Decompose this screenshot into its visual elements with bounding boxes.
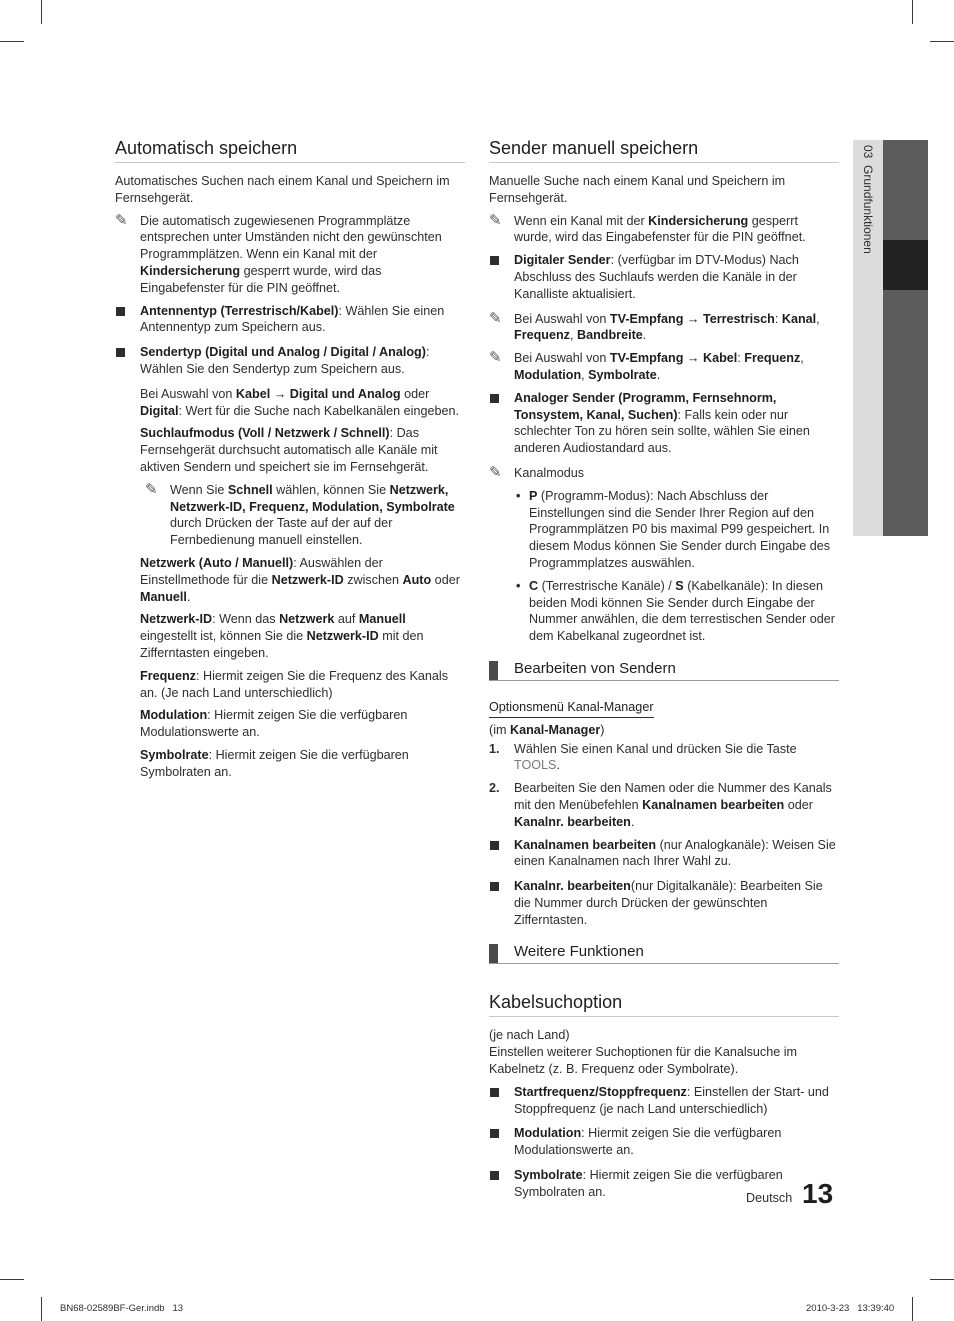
crop-mark <box>41 0 42 24</box>
crop-mark <box>41 1297 42 1321</box>
list-item: Modulation: Hiermit zeigen Sie die verfügbaren Modulationswerte an. <box>489 1125 839 1159</box>
list-item: Digitaler Sender: (verfügbar im DTV-Modus) Nach Abschluss des Suchlaufs werden die Kanäle in der Kanalliste aktualisiert. <box>489 252 839 302</box>
dot-bullet-icon: • <box>516 578 521 593</box>
list-item: Kanalnamen bearbeiten (nur Analogkanäle): Weisen Sie einen Kanalnamen nach Ihrer Wahl zu. <box>489 837 839 871</box>
chapter-tab-marker <box>883 240 928 290</box>
paragraph: (im Kanal-Manager) <box>489 722 605 737</box>
left-column <box>115 136 465 787</box>
list-item: Symbolrate: Hiermit zeigen Sie die verfügbaren Symbolraten an. <box>489 1167 839 1201</box>
section-title: Automatisch speichern <box>115 136 465 163</box>
menu-heading: Optionsmenü Kanal-Manager <box>489 699 654 718</box>
chapter-label <box>860 145 876 254</box>
crop-mark <box>0 1279 24 1280</box>
paragraph: Bei Auswahl von Kabel → Digital und Analog oder Digital: Wert für die Suche nach Kabelkanälen eingeben. <box>140 386 460 418</box>
sublist <box>489 488 839 645</box>
list-item: • C (Terrestrische Kanäle) / S (Kabelkanäle): In diesen beiden Modi können Sie Sender durch Eingabe der Nummer anwählen, die dem terrestischen Sender oder dem Kabelkanal zugeordnet ist. <box>516 578 835 644</box>
paragraph: Symbolrate: Hiermit zeigen Sie die verfügbaren Symbolraten an. <box>140 747 409 779</box>
crop-mark <box>912 1297 913 1321</box>
square-bullet-icon <box>116 307 125 316</box>
list-item: Sendertyp (Digital und Analog / Digital / Analog): Wählen Sie den Sendertyp zum Speichern aus. <box>115 344 465 378</box>
list-item: Kanalnr. bearbeiten(nur Digitalkanäle): Bearbeiten Sie die Nummer durch Drücken der gewünschten Zifferntasten. <box>489 878 839 928</box>
subsection-title: Weitere Funktionen <box>489 942 839 964</box>
chapter-number: 03 <box>861 145 875 159</box>
subsection-title: Bearbeiten von Sendern <box>489 659 839 681</box>
intro-text: Manuelle Suche nach einem Kanal und Speichern im Fernsehgerät. <box>489 174 786 205</box>
crop-mark <box>0 41 24 42</box>
paragraph: (je nach Land) <box>489 1028 570 1043</box>
square-bullet-icon <box>490 882 499 891</box>
pencil-note-icon: ✎ <box>489 463 502 481</box>
square-bullet-icon <box>490 1171 499 1180</box>
tools-key: TOOLS <box>514 758 557 773</box>
paragraph: Einstellen weiterer Suchoptionen für die Kanalsuche im Kabelnetz (z. B. Frequenz oder Symbolrate). <box>489 1045 798 1077</box>
list-item: Antennentyp (Terrestrisch/Kabel): Wählen Sie einen Antennentyp zum Speichern aus. <box>115 303 465 337</box>
note: ✎ Bei Auswahl von TV-Empfang → Kabel: Frequenz, Modulation, Symbolrate. <box>489 349 804 382</box>
step-number: 1. <box>489 741 500 756</box>
crop-mark <box>912 0 913 24</box>
square-bullet-icon <box>490 256 499 265</box>
list-item: • P (Programm-Modus): Nach Abschluss der Einstellungen sind die Sender Ihrer Region auf den Programmplätzen P0 bis maximal P99 gespeichert. In diesem Modus können Sie Sender durch Eingabe des Programmplatzes auswählen. <box>516 488 831 570</box>
dot-bullet-icon: • <box>516 488 521 503</box>
square-bullet-icon <box>490 1129 499 1138</box>
right-column <box>489 136 839 1209</box>
section-title: Kabelsuchoption <box>489 990 839 1017</box>
square-bullet-icon <box>490 841 499 850</box>
step: 1. Wählen Sie einen Kanal und drücken Sie die Taste TOOLS. <box>489 741 797 773</box>
paragraph: Suchlaufmodus (Voll / Netzwerk / Schnell): Das Fernsehgerät durchsucht automatisch alle Kanäle mit aktiven Sendern und speichert sie im Fernsehgerät. <box>140 426 438 474</box>
chapter-title: Grundfunktionen <box>861 165 875 254</box>
square-bullet-icon <box>490 1088 499 1097</box>
pencil-note-icon: ✎ <box>489 349 502 367</box>
crop-mark <box>930 41 954 42</box>
crop-mark <box>930 1279 954 1280</box>
page-number: 13 <box>802 1178 834 1209</box>
paragraph: Netzwerk-ID: Wenn das Netzwerk auf Manuell eingestellt ist, können Sie die Netzwerk-ID mit den Zifferntasten eingeben. <box>140 612 424 660</box>
imprint-file: BN68-02589BF-Ger.indb 13 <box>60 1303 184 1314</box>
list-item: Startfrequenz/Stoppfrequenz: Einstellen der Start- und Stoppfrequenz (je nach Land unterschiedlich) <box>489 1084 839 1118</box>
pencil-note-icon: ✎ <box>489 309 502 327</box>
imprint-datetime: 2010-3-23 13:39:40 <box>806 1303 895 1314</box>
square-bullet-icon <box>116 348 125 357</box>
note: ✎ Wenn ein Kanal mit der Kindersicherung gesperrt wurde, wird das Eingabefenster für die PIN geöffnet. <box>489 211 806 245</box>
pencil-note-icon: ✎ <box>489 211 502 229</box>
paragraph: Frequenz: Hiermit zeigen Sie die Frequenz des Kanals an. (Je nach Land unterschiedlich) <box>140 668 448 700</box>
note: ✎ Wenn Sie Schnell wählen, können Sie Netzwerk, Netzwerk-ID, Frequenz, Modulation, Symbolrate durch Drücken der Taste auf der auf der Fernbedienung manuell einstellen. <box>145 480 455 548</box>
intro-text: Automatisches Suchen nach einem Kanal und Speichern im Fernsehgerät. <box>115 174 450 205</box>
note: ✎ Kanalmodus <box>489 463 585 481</box>
list-item: Analoger Sender (Programm, Fernsehnorm, Tonsystem, Kanal, Suchen): Falls kein oder nur schlechter Ton zu hören sein sollte, wählen Sie einen anderen Audiostandard aus. <box>489 390 839 457</box>
step: 2. Bearbeiten Sie den Namen oder die Nummer des Kanals mit den Menübefehlen Kanalnamen bearbeiten oder Kanalnr. bearbeiten. <box>489 781 832 829</box>
square-bullet-icon <box>490 394 499 403</box>
chapter-tab-dark <box>883 140 928 536</box>
footer-language: Deutsch <box>746 1191 793 1205</box>
paragraph: Netzwerk (Auto / Manuell): Auswählen der Einstellmethode für die Netzwerk-ID zwischen Auto oder Manuell. <box>140 555 460 604</box>
note: ✎ Bei Auswahl von TV-Empfang → Terrestrisch: Kanal, Frequenz, Bandbreite. <box>489 309 820 343</box>
section-title: Sender manuell speichern <box>489 136 839 163</box>
pencil-note-icon: ✎ <box>145 480 158 498</box>
pencil-note-icon: ✎ <box>115 211 128 229</box>
step-number: 2. <box>489 781 500 796</box>
paragraph: Modulation: Hiermit zeigen Sie die verfügbaren Modulationswerte an. <box>140 708 408 740</box>
note: ✎ Die automatisch zugewiesenen Programmplätze entsprechen unter Umständen nicht den gewünschten Programmplätzen. Wenn ein Kanal mit der Kindersicherung gesperrt wurde, wird das Eingabefenster für die PIN geöffnet. <box>115 211 442 295</box>
